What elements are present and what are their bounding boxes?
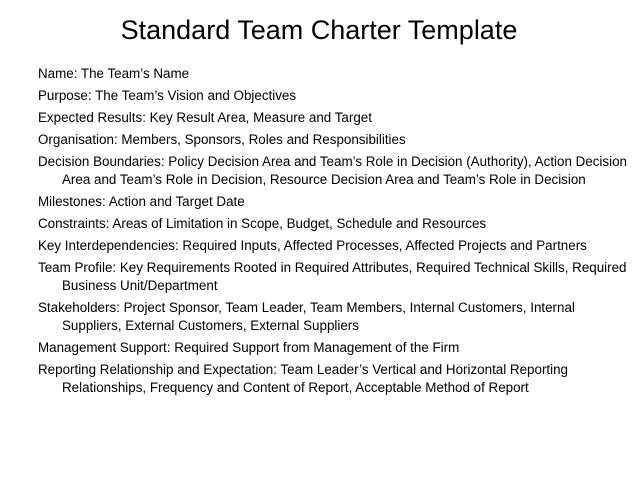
charter-item-team-profile: Team Profile: Key Requirements Rooted in Required Attributes, Required Technical Skills, Required Business Unit/Department: [38, 260, 627, 293]
charter-item-list: [38, 65, 634, 401]
charter-item-expected-results: Expected Results: Key Result Area, Measure and Target: [38, 110, 372, 125]
charter-item-reporting-relationship: Reporting Relationship and Expectation: Team Leader’s Vertical and Horizontal Reporting Relationships, Frequency and Content of Report, Acceptable Method of Report: [38, 362, 568, 395]
charter-item-key-interdependencies: Key Interdependencies: Required Inputs, Affected Processes, Affected Projects and Partners: [38, 238, 587, 253]
charter-item-milestones: Milestones: Action and Target Date: [38, 194, 245, 209]
slide-title: Standard Team Charter Template: [120, 15, 518, 45]
charter-item-decision-boundaries: Decision Boundaries: Policy Decision Area and Team’s Role in Decision (Authority), Action Decision Area and Team’s Role in Decision, Resource Decision Area and Team’s Role in Decision: [38, 154, 627, 187]
charter-item-constraints: Constraints: Areas of Limitation in Scope, Budget, Schedule and Resources: [38, 216, 487, 231]
charter-item-purpose: Purpose: The Team’s Vision and Objectives: [38, 88, 297, 103]
charter-item-organisation: Organisation: Members, Sponsors, Roles and Responsibilities: [38, 132, 406, 147]
charter-item-management-support: Management Support: Required Support from Management of the Firm: [38, 340, 460, 355]
charter-item-stakeholders: Stakeholders: Project Sponsor, Team Leader, Team Members, Internal Customers, Internal Suppliers, External Customers, External Suppliers: [38, 300, 575, 333]
charter-item-name: Name: The Team’s Name: [38, 66, 190, 81]
